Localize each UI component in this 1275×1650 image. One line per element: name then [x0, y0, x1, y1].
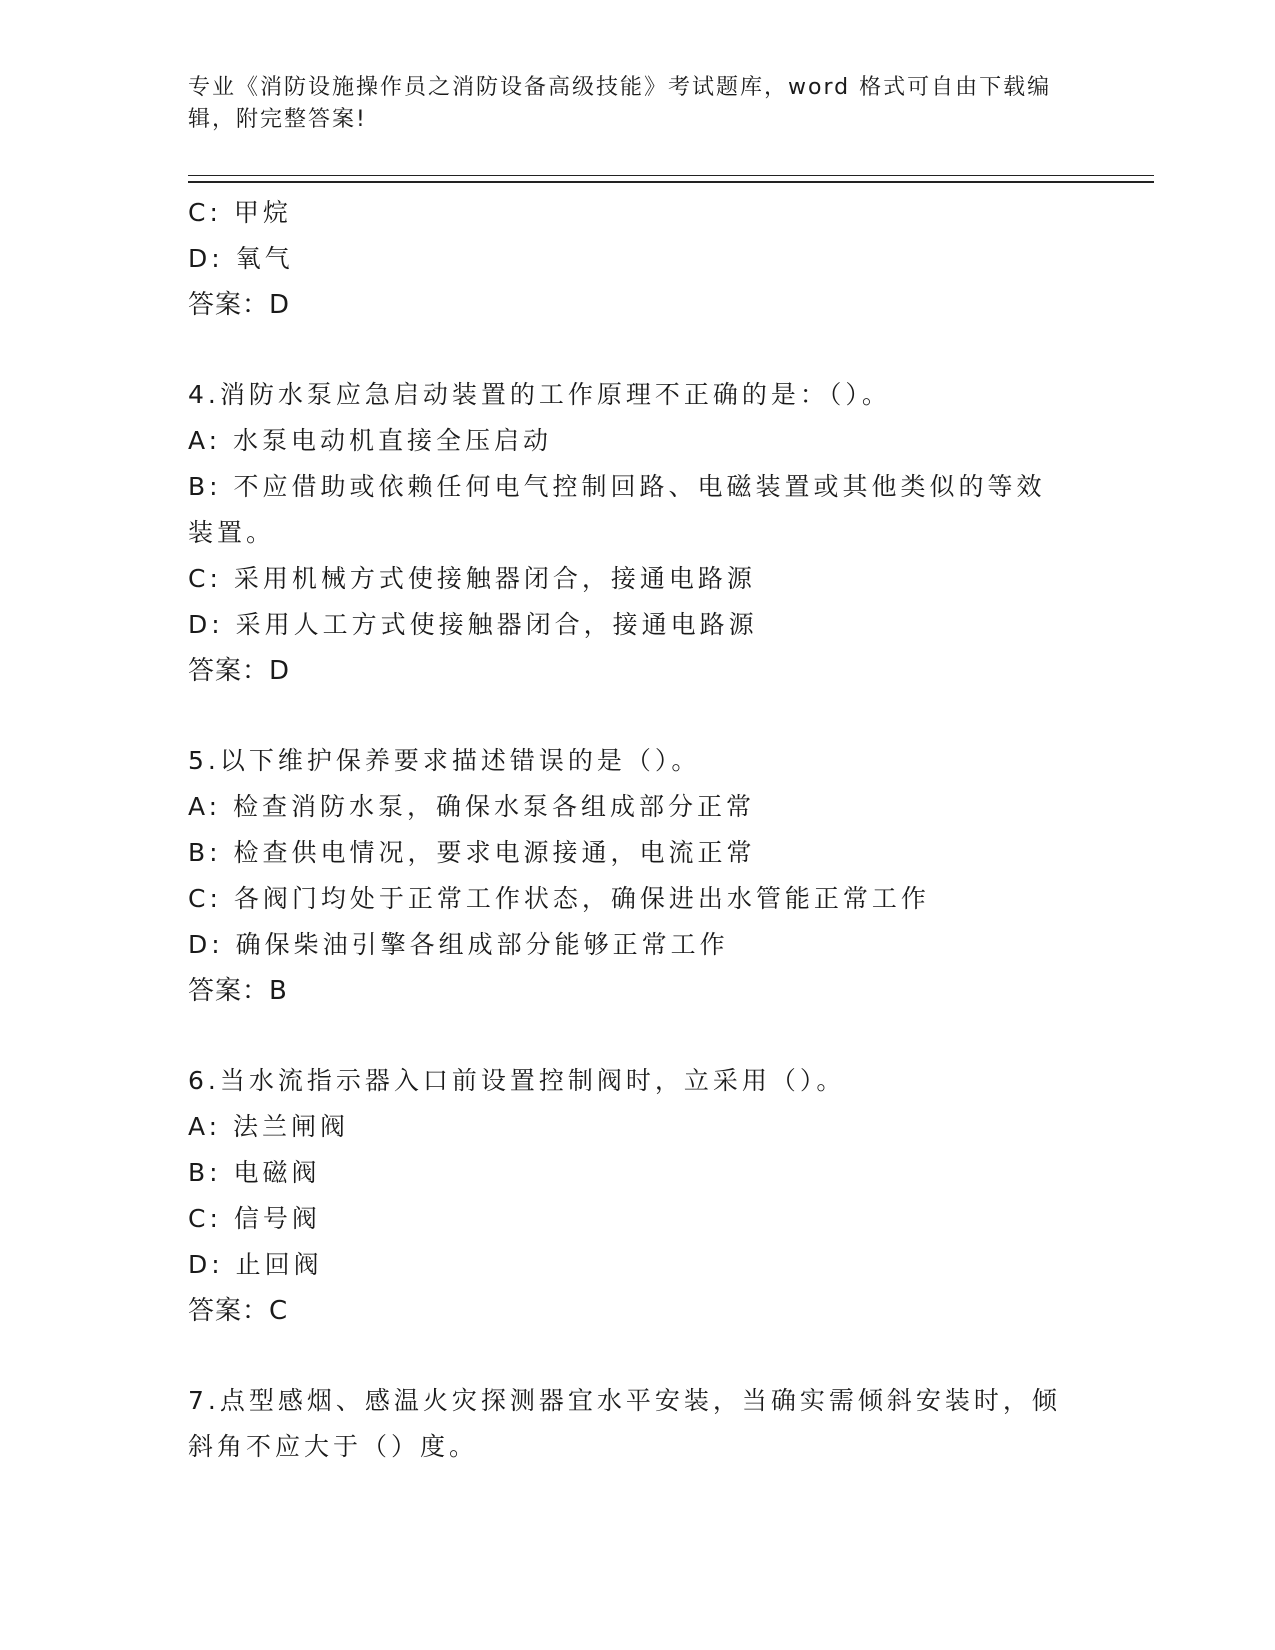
question-7	[188, 1378, 1088, 1470]
question-stem: 4.消防水泵应急启动装置的工作原理不正确的是：（）。	[188, 380, 891, 409]
option-b: B: 电磁阀	[188, 1158, 321, 1187]
header-rule-thin	[188, 175, 1154, 176]
question-stem: 5.以下维护保养要求描述错误的是（）。	[188, 746, 701, 775]
answer: 答案：D	[188, 290, 291, 320]
option-c: C: 信号阀	[188, 1204, 321, 1233]
option-a: A: 法兰闸阀	[188, 1112, 350, 1141]
option-b: B: 不应借助或依赖任何电气控制回路、电磁装置或其他类似的等效装置。	[188, 472, 1046, 547]
question-5	[188, 738, 1088, 1014]
answer: 答案：C	[188, 1296, 289, 1326]
document-header: 专业《消防设施操作员之消防设备高级技能》考试题库，word 格式可自由下载编辑，附完整答案!	[188, 75, 1052, 132]
option-a: A: 水泵电动机直接全压启动	[188, 426, 553, 455]
option-d: D: 确保柴油引擎各组成部分能够正常工作	[188, 930, 729, 959]
option-d: D: 采用人工方式使接触器闭合，接通电路源	[188, 610, 758, 639]
question-list	[188, 190, 1088, 1470]
option-a: A: 检查消防水泵，确保水泵各组成部分正常	[188, 792, 756, 821]
option-b: B: 检查供电情况，要求电源接通，电流正常	[188, 838, 756, 867]
header-rule-thick	[188, 181, 1154, 183]
answer: 答案：B	[188, 976, 288, 1006]
question-3-tail	[188, 190, 1088, 328]
question-4	[188, 372, 1088, 694]
option-c: C: 各阀门均处于正常工作状态，确保进出水管能正常工作	[188, 884, 930, 913]
question-6	[188, 1058, 1088, 1334]
option-c: C: 采用机械方式使接触器闭合，接通电路源	[188, 564, 756, 593]
option-d: D: 氧气	[188, 244, 294, 273]
question-stem: 6.当水流指示器入口前设置控制阀时，立采用（）。	[188, 1066, 846, 1095]
answer: 答案：D	[188, 656, 291, 686]
option-c: C: 甲烷	[188, 198, 292, 227]
option-d: D: 止回阀	[188, 1250, 323, 1279]
question-stem: 7.点型感烟、感温火灾探测器宜水平安装，当确实需倾斜安装时，倾斜角不应大于（）度。	[188, 1386, 1061, 1461]
